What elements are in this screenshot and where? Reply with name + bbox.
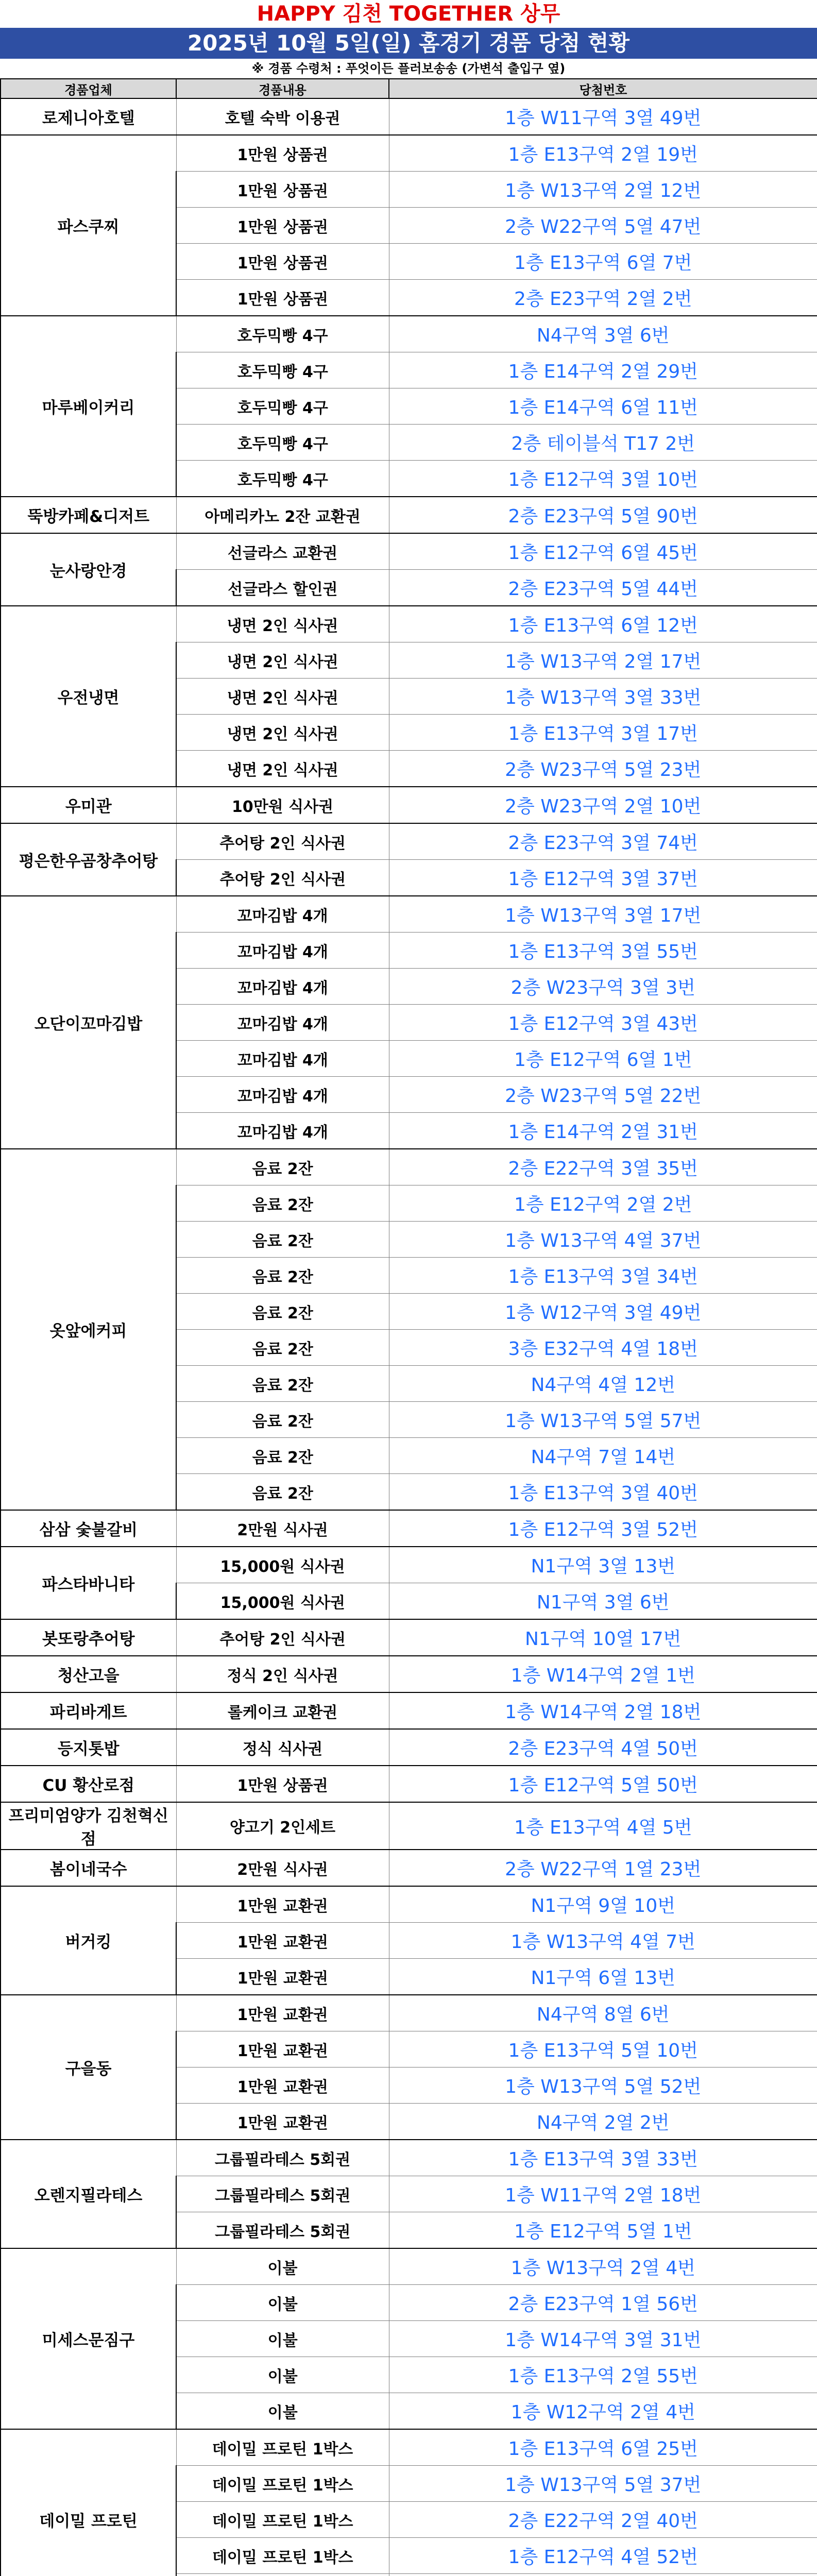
prize-description: 음료 2잔 <box>176 1222 389 1258</box>
store-name: 삼삼 숯불갈비 <box>1 1510 176 1547</box>
table-row <box>1 2248 817 2285</box>
table-row <box>1 2429 817 2466</box>
table-row <box>1 1850 817 1886</box>
table-row <box>1 1619 817 1656</box>
winning-seat-number: 1층 W13구역 2열 17번 <box>389 642 817 679</box>
prize-description: 이불 <box>176 2393 389 2430</box>
winning-seat-number: 1층 E13구역 2열 55번 <box>389 2357 817 2393</box>
prize-description: 1만원 상품권 <box>176 135 389 172</box>
prize-description: 데이밀 프로틴 1박스 <box>176 2429 389 2466</box>
table-row <box>1 533 817 570</box>
store-name: 데이밀 프로틴 <box>1 2429 176 2576</box>
prize-table-body <box>1 98 817 2576</box>
prize-description: 냉면 2인 식사권 <box>176 679 389 715</box>
winning-seat-number: 1층 E12구역 3열 10번 <box>389 461 817 497</box>
prize-description: 냉면 2인 식사권 <box>176 715 389 751</box>
winning-seat-number: 1층 E13구역 6열 7번 <box>389 244 817 280</box>
winning-seat-number: 1층 E13구역 6열 25번 <box>389 2429 817 2466</box>
prize-description: 데이밀 프로틴 1박스 <box>176 2538 389 2574</box>
store-name: 버거킹 <box>1 1886 176 1995</box>
winning-seat-number: N1구역 3열 13번 <box>389 1547 817 1583</box>
prize-description <box>176 2574 389 2576</box>
prize-description: 꼬마김밥 4개 <box>176 1077 389 1113</box>
prize-description: 음료 2잔 <box>176 1294 389 1330</box>
prize-description: 꼬마김밥 4개 <box>176 1005 389 1041</box>
winning-seat-number: 3층 E32구역 4열 18번 <box>389 1330 817 1366</box>
table-row <box>1 1692 817 1729</box>
store-name: 우미관 <box>1 787 176 823</box>
prize-description: 1만원 교환권 <box>176 1923 389 1959</box>
winning-seat-number: 2층 W22구역 5열 47번 <box>389 208 817 244</box>
winning-seat-number: 2층 E23구역 5열 90번 <box>389 497 817 533</box>
winning-seat-number: 1층 W14구역 3열 31번 <box>389 2321 817 2357</box>
table-row <box>1 896 817 933</box>
store-name: 뚝방카페&디저트 <box>1 497 176 533</box>
prize-description: 호두믹빵 4구 <box>176 425 389 461</box>
winning-seat-number: 1층 E14구역 2열 31번 <box>389 1113 817 1149</box>
prize-description: 꼬마김밥 4개 <box>176 1113 389 1149</box>
winning-seat-number: 1층 E12구역 3열 37번 <box>389 860 817 896</box>
table-row <box>1 1802 817 1850</box>
prize-description: 꼬마김밥 4개 <box>176 1041 389 1077</box>
store-name: 청산고을 <box>1 1656 176 1692</box>
prize-description: 그룹필라테스 5회권 <box>176 2212 389 2249</box>
prize-description: 데이밀 프로틴 1박스 <box>176 2466 389 2502</box>
winning-seat-number: 1층 E13구역 6열 12번 <box>389 606 817 642</box>
winning-seat-number: 2층 E22구역 3열 35번 <box>389 1149 817 1185</box>
winning-seat-number: 1층 E12구역 3열 52번 <box>389 1510 817 1547</box>
winning-seat-number: 2층 E23구역 1열 56번 <box>389 2285 817 2321</box>
store-name: 파스쿠찌 <box>1 135 176 316</box>
prize-description: 1만원 상품권 <box>176 280 389 316</box>
table-row <box>1 1656 817 1692</box>
prize-description: 호두믹빵 4구 <box>176 388 389 425</box>
table-row <box>1 606 817 642</box>
prize-description: 이불 <box>176 2285 389 2321</box>
store-name: 구을동 <box>1 1995 176 2140</box>
prize-description: 음료 2잔 <box>176 1402 389 1438</box>
prize-description: 양고기 2인세트 <box>176 1802 389 1850</box>
prize-description: 추어탕 2인 식사권 <box>176 860 389 896</box>
prize-description: 음료 2잔 <box>176 1330 389 1366</box>
prize-description: 1만원 상품권 <box>176 172 389 208</box>
prize-description: 아메리카노 2잔 교환권 <box>176 497 389 533</box>
table-row <box>1 1547 817 1583</box>
winning-seat-number: 2층 E22구역 2열 40번 <box>389 2502 817 2538</box>
winning-seat-number: N4구역 2열 2번 <box>389 2104 817 2140</box>
winning-seat-number: 1층 E13구역 2열 19번 <box>389 135 817 172</box>
table-row <box>1 2140 817 2176</box>
winning-seat-number: 1층 E13구역 4열 5번 <box>389 1802 817 1850</box>
winning-seat-number: 2층 테이블석 T17 2번 <box>389 425 817 461</box>
prize-description: 호두믹빵 4구 <box>176 316 389 352</box>
prize-description: 데이밀 프로틴 1박스 <box>176 2502 389 2538</box>
table-row <box>1 787 817 823</box>
prize-description: 냉면 2인 식사권 <box>176 606 389 642</box>
prize-description: 음료 2잔 <box>176 1185 389 1222</box>
prize-description: 15,000원 식사권 <box>176 1547 389 1583</box>
winning-seat-number: 1층 W13구역 4열 7번 <box>389 1923 817 1959</box>
winning-seat-number: 2층 W23구역 3열 3번 <box>389 969 817 1005</box>
prize-description: 1만원 교환권 <box>176 1886 389 1923</box>
table-row <box>1 1729 817 1766</box>
winning-seat-number: N4구역 4열 12번 <box>389 1366 817 1402</box>
prize-table <box>0 78 817 2576</box>
winning-seat-number: 1층 W13구역 5열 52번 <box>389 2067 817 2104</box>
store-name: 오단이꼬마김밥 <box>1 896 176 1149</box>
winning-seat-number: N4구역 8열 6번 <box>389 1995 817 2031</box>
store-name: 파리바게트 <box>1 1692 176 1729</box>
winning-seat-number: 1층 E13구역 3열 55번 <box>389 933 817 969</box>
winning-seat-number: 1층 W13구역 2열 12번 <box>389 172 817 208</box>
prize-description: 이불 <box>176 2321 389 2357</box>
winning-seat-number: 2층 W23구역 2열 10번 <box>389 787 817 823</box>
store-name: 봄이네국수 <box>1 1850 176 1886</box>
prize-description: 이불 <box>176 2248 389 2285</box>
store-name: 평은한우곰창추어탕 <box>1 823 176 896</box>
prize-description: 정식 식사권 <box>176 1729 389 1766</box>
winning-seat-number: 2층 W23구역 5열 22번 <box>389 1077 817 1113</box>
table-row <box>1 1766 817 1802</box>
prize-description: 1만원 교환권 <box>176 1959 389 1995</box>
table-row <box>1 823 817 860</box>
prize-description: 롤케이크 교환권 <box>176 1692 389 1729</box>
winning-seat-number: 1층 W11구역 2열 18번 <box>389 2176 817 2212</box>
column-header-prize: 경품내용 <box>176 79 389 98</box>
store-name: 미세스문짐구 <box>1 2248 176 2429</box>
table-row <box>1 1995 817 2031</box>
prize-description: 선글라스 할인권 <box>176 570 389 606</box>
prize-description: 선글라스 교환권 <box>176 533 389 570</box>
prize-description: 음료 2잔 <box>176 1149 389 1185</box>
winning-seat-number: N4구역 3열 6번 <box>389 316 817 352</box>
winning-seat-number: 1층 W14구역 2열 1번 <box>389 1656 817 1692</box>
prize-description: 그룹필라테스 5회권 <box>176 2140 389 2176</box>
table-row <box>1 98 817 135</box>
store-name: 프리미엄양가 김천혁신점 <box>1 1802 176 1850</box>
prize-description: 호두믹빵 4구 <box>176 461 389 497</box>
winning-seat-number: 1층 E14구역 2열 29번 <box>389 352 817 388</box>
winning-seat-number: 1층 E12구역 5열 1번 <box>389 2212 817 2249</box>
prize-description: 1만원 교환권 <box>176 1995 389 2031</box>
store-name: 눈사랑안경 <box>1 533 176 606</box>
event-banner: HAPPY 김천 TOGETHER 상무 <box>257 2 560 26</box>
winning-seat-number: 1층 W13구역 5열 37번 <box>389 2466 817 2502</box>
prize-description: 냉면 2인 식사권 <box>176 642 389 679</box>
prize-description: 10만원 식사권 <box>176 787 389 823</box>
store-name: 마루베이커리 <box>1 316 176 497</box>
prize-description: 1만원 교환권 <box>176 2104 389 2140</box>
winning-seat-number: 2층 W23구역 5열 23번 <box>389 751 817 787</box>
prize-description: 정식 2인 식사권 <box>176 1656 389 1692</box>
winning-seat-number: 1층 E13구역 5열 10번 <box>389 2031 817 2067</box>
winning-seat-number: 1층 W12구역 3열 49번 <box>389 1294 817 1330</box>
winning-seat-number: 2층 E23구역 4열 50번 <box>389 1729 817 1766</box>
table-row <box>1 1510 817 1547</box>
prize-description: 이불 <box>176 2357 389 2393</box>
winning-seat-number: 1층 W13구역 2열 4번 <box>389 2248 817 2285</box>
winning-seat-number: 1층 E12구역 5열 50번 <box>389 1766 817 1802</box>
prize-description: 꼬마김밥 4개 <box>176 933 389 969</box>
prize-description: 1만원 교환권 <box>176 2067 389 2104</box>
store-name: 옷앞에커피 <box>1 1149 176 1510</box>
prize-description: 2만원 식사권 <box>176 1850 389 1886</box>
table-row <box>1 135 817 172</box>
winning-seat-number: 1층 E12구역 3열 43번 <box>389 1005 817 1041</box>
winning-seat-number: 1층 E12구역 6열 1번 <box>389 1041 817 1077</box>
winning-seat-number: 1층 E13구역 3열 40번 <box>389 1474 817 1511</box>
winning-seat-number: 1층 E14구역 6열 11번 <box>389 388 817 425</box>
winning-seat-number: 1층 E13구역 3열 34번 <box>389 1258 817 1294</box>
prize-description: 1만원 상품권 <box>176 208 389 244</box>
column-header-winning-number: 당첨번호 <box>389 79 817 98</box>
winning-seat-number: 1층 E12구역 2열 2번 <box>389 1185 817 1222</box>
prize-description: 추어탕 2인 식사권 <box>176 1619 389 1656</box>
winning-seat-number: 1층 W13구역 3열 17번 <box>389 896 817 933</box>
winning-seat-number: 1층 W13구역 4열 37번 <box>389 1222 817 1258</box>
store-name: 로제니아호텔 <box>1 98 176 135</box>
prize-description: 1만원 상품권 <box>176 1766 389 1802</box>
store-name: 오렌지필라테스 <box>1 2140 176 2248</box>
store-name: 등지톳밥 <box>1 1729 176 1766</box>
column-header-store: 경품업체 <box>1 79 176 98</box>
store-name: 파스타바니타 <box>1 1547 176 1619</box>
winning-seat-number: 1층 E12구역 6열 45번 <box>389 533 817 570</box>
prize-description: 15,000원 식사권 <box>176 1583 389 1620</box>
prize-description: 1만원 교환권 <box>176 2031 389 2067</box>
prize-description: 음료 2잔 <box>176 1366 389 1402</box>
winning-seat-number <box>389 2574 817 2576</box>
store-name: 봇또랑추어탕 <box>1 1619 176 1656</box>
pickup-note: ※ 경품 수령처 : 푸엇이든 플러보송송 (가변석 출입구 옆) <box>251 61 566 76</box>
prize-description: 호텔 숙박 이용권 <box>176 98 389 135</box>
page-title: 2025년 10월 5일(일) 홈경기 경품 당첨 현황 <box>0 28 817 59</box>
table-row <box>1 1149 817 1185</box>
winning-seat-number: 1층 W11구역 3열 49번 <box>389 98 817 135</box>
winning-seat-number: 1층 E13구역 3열 33번 <box>389 2140 817 2176</box>
store-name: CU 황산로점 <box>1 1766 176 1802</box>
winning-seat-number: 2층 E23구역 2열 2번 <box>389 280 817 316</box>
winning-seat-number: 2층 E23구역 5열 44번 <box>389 570 817 606</box>
table-row <box>1 316 817 352</box>
table-row <box>1 1886 817 1923</box>
winning-seat-number: N4구역 7열 14번 <box>389 1438 817 1474</box>
prize-description: 꼬마김밥 4개 <box>176 896 389 933</box>
winning-seat-number: 1층 W12구역 2열 4번 <box>389 2393 817 2430</box>
winning-seat-number: N1구역 9열 10번 <box>389 1886 817 1923</box>
prize-description: 호두믹빵 4구 <box>176 352 389 388</box>
prize-description: 음료 2잔 <box>176 1474 389 1511</box>
table-row <box>1 497 817 533</box>
table-header-row <box>1 79 817 98</box>
winning-seat-number: 2층 W22구역 1열 23번 <box>389 1850 817 1886</box>
winning-seat-number: 1층 W13구역 5열 57번 <box>389 1402 817 1438</box>
winning-seat-number: 1층 E12구역 4열 52번 <box>389 2538 817 2574</box>
prize-description: 1만원 상품권 <box>176 244 389 280</box>
winning-seat-number: 2층 E23구역 3열 74번 <box>389 823 817 860</box>
winning-seat-number: N1구역 6열 13번 <box>389 1959 817 1995</box>
store-name: 우전냉면 <box>1 606 176 787</box>
winning-seat-number: 1층 W13구역 3열 33번 <box>389 679 817 715</box>
prize-description: 냉면 2인 식사권 <box>176 751 389 787</box>
winning-seat-number: 1층 W14구역 2열 18번 <box>389 1692 817 1729</box>
prize-description: 음료 2잔 <box>176 1438 389 1474</box>
winning-seat-number: 1층 E13구역 3열 17번 <box>389 715 817 751</box>
prize-description: 꼬마김밥 4개 <box>176 969 389 1005</box>
prize-description: 추어탕 2인 식사권 <box>176 823 389 860</box>
prize-description: 그룹필라테스 5회권 <box>176 2176 389 2212</box>
prize-description: 음료 2잔 <box>176 1258 389 1294</box>
winning-seat-number: N1구역 3열 6번 <box>389 1583 817 1620</box>
winning-seat-number: N1구역 10열 17번 <box>389 1619 817 1656</box>
prize-description: 2만원 식사권 <box>176 1510 389 1547</box>
